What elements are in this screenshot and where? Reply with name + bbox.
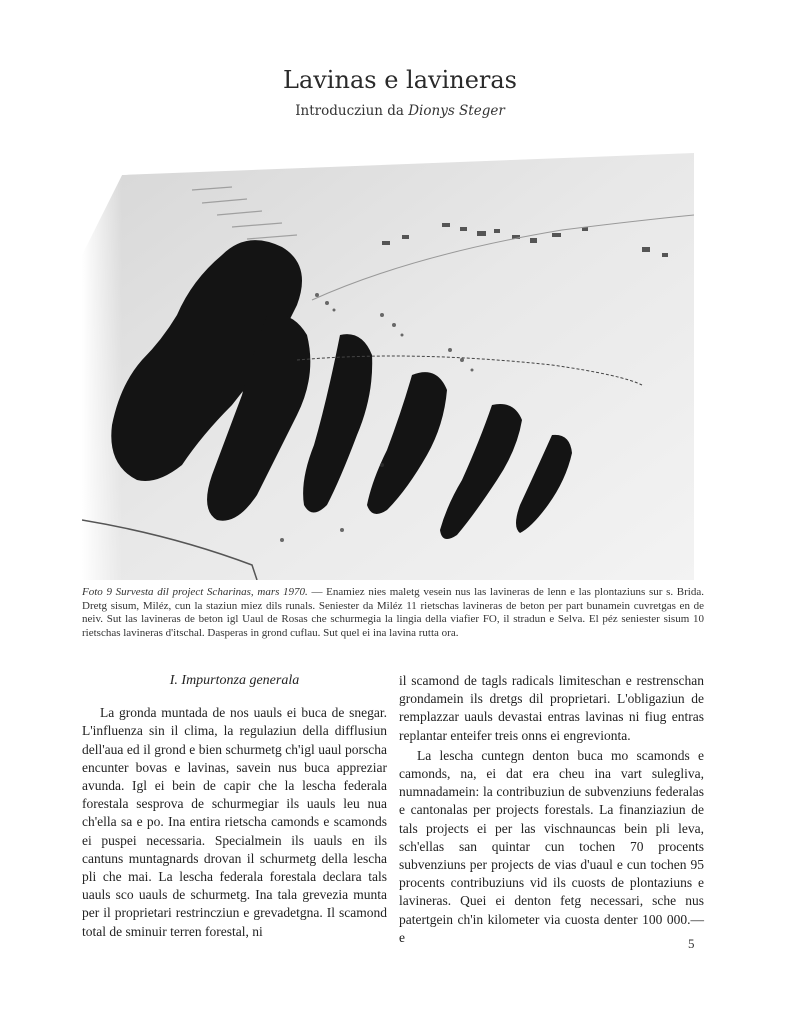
text-column-left xyxy=(82,672,387,941)
section-heading: I. Impurtonza generala xyxy=(169,673,300,688)
aerial-photo xyxy=(82,135,694,580)
photo-caption-text: — Enamiez nies maletg vesein nus las lavineras de lenn e las plontaziuns sur s. Brida. Dretg sisum, Miléz, cun la staziun miez dils runals. Seniester da Miléz 11 rietschas lavineras de beton per part bunamein cuvretgas en de neiv. Sut las lavineras de beton igl Uaul de Rosas che schurmegia la lingia della viafier FO, il stradun e Selva. El péz seniester sisum 10 rietschas lavineras d'itschal. Dasperas in grond cuflau. Sut quel ei ina lavina rutta ora. xyxy=(82,586,704,639)
page-number: 5 xyxy=(688,936,695,951)
body-paragraph: La lescha cuntegn denton buca mo scamonds e camonds, na, ei dat era cheu ina vart sulegliva, numnadamein: la contribuziun de subvenziuns federalas e cantonalas per projects forestals. La finanziaziun de tals projects ei per las vischnauncas bein pli leva, sch'ellas san quintar cun tochen 70 procents subvenziuns per projects de vias d'uaul e cun tochen 95 procents contribuziuns vid ils cuosts de plontaziuns e lavineras. Quei ei denton fetg necessari, sche nus patertgein ch'in kilometer via cuosta denter 100 000.— e xyxy=(399,747,704,945)
aerial-photo-drawing xyxy=(82,135,694,580)
subtitle-prefix: Introducziun da xyxy=(295,103,409,119)
photo-caption-credit: Foto 9 Survesta dil project Scharinas, mars 1970. xyxy=(82,586,308,598)
article-title: Lavinas e lavineras xyxy=(283,66,517,94)
author-name: Dionys Steger xyxy=(408,103,505,119)
article-subtitle xyxy=(0,103,800,119)
photo-caption xyxy=(82,586,704,640)
body-paragraph: La gronda muntada de nos uauls ei buca de snegar. L'influenza sin il clima, la regulaziun della difflusiun dell'aua ed il grond e bien schurmetg ch'igl uaul porscha encunter bovas e lavinas, savein nus buca appreziar avunda. Igl ei bein de capir che la lescha federala forestala sesprova de schurmegiar ils uauls leu nua ch'ella sa e po. Ina entira rietscha camonds e scamonds ei puspei necessaria. Specialmein ils uauls en ils cantuns muntagnards drovan il schurmetg della lescha pli che mai. La lescha federala forestala declara tals uauls sco uauls de schurmetg. Ina tala grevezia munta per il proprietari restrincziun e grevadetgna. Il scamond total de sminuir terren forestal, ni xyxy=(82,705,387,939)
body-paragraph-continuation: il scamond de tagls radicals limiteschan e restrenschan grondamein ils dretgs dil proprietari. L'obligaziun de remplazzar uauls devastai entras lavinas ni fiug entras replantar enteifer treis onns ei engrevionta. xyxy=(399,673,704,743)
text-column-right xyxy=(399,672,704,947)
